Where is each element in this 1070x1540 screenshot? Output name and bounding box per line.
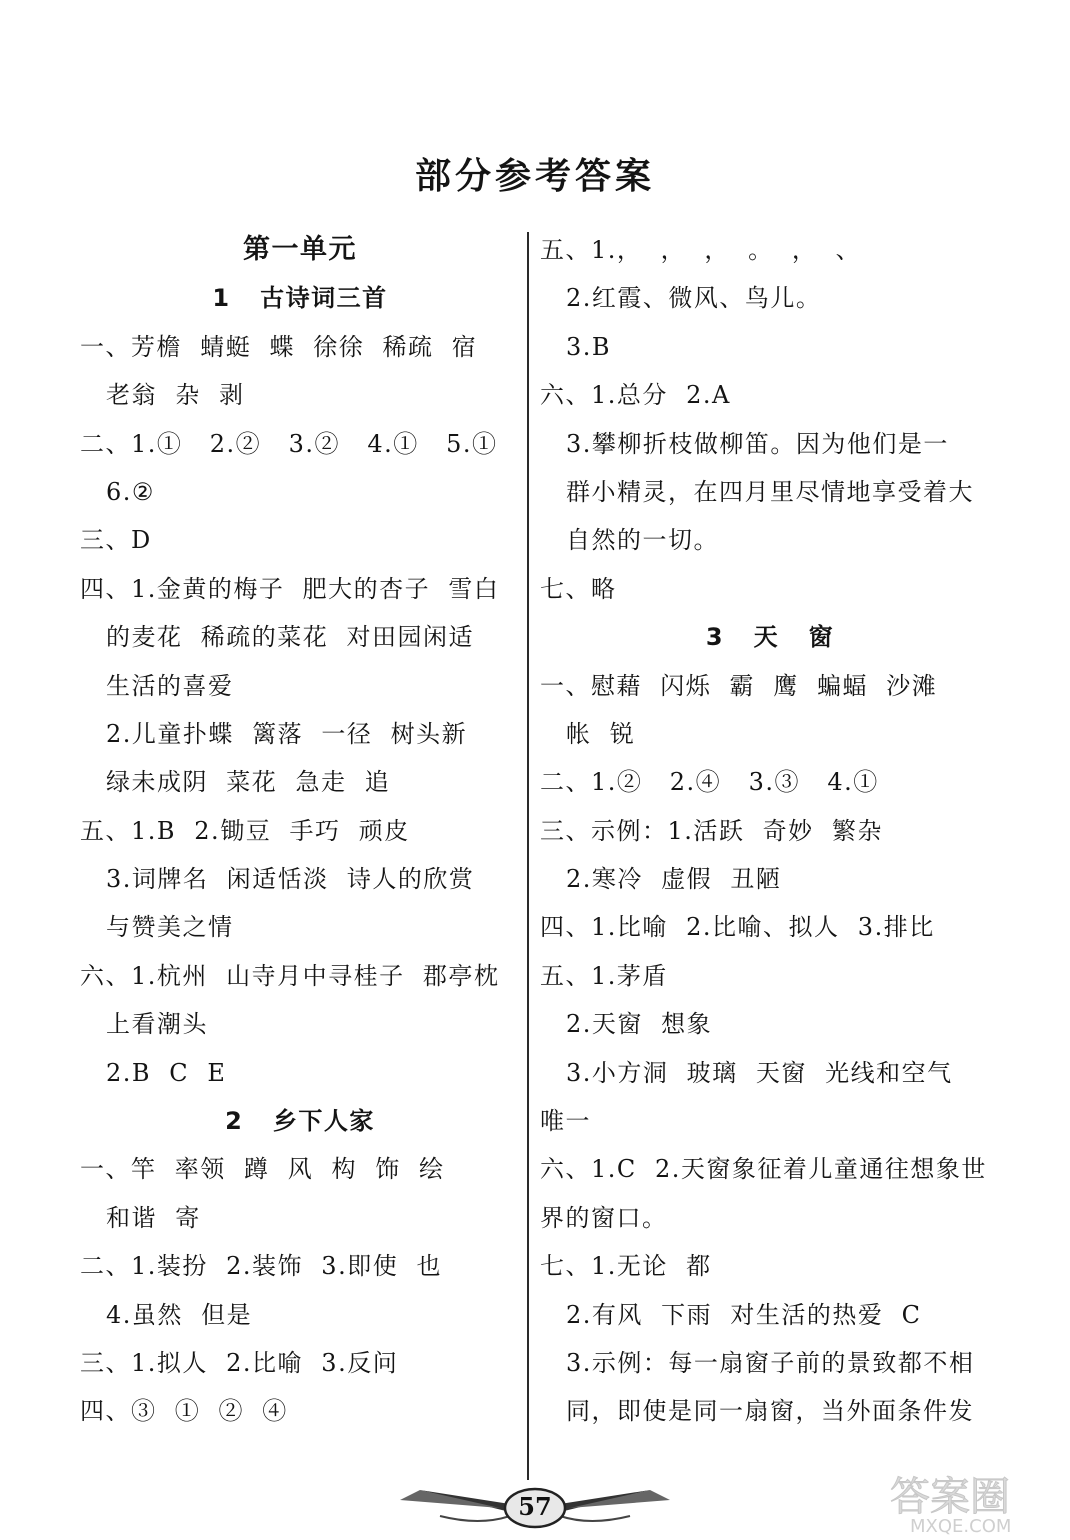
answer-line: 四、1.比喻 2.比喻、拟人 3.排比: [540, 913, 935, 942]
answer-line: 生活的喜爱: [106, 671, 234, 700]
answer-line: 六、1.杭州 山寺月中寻桂子 郡亭枕: [80, 961, 500, 990]
answer-line: 2.寒冷 虚假 丑陋: [566, 865, 782, 894]
answer-line: 与赞美之情: [106, 913, 234, 942]
right-column: [540, 226, 1000, 1436]
answer-line: 和谐 寄: [106, 1203, 201, 1232]
answer-line: 一、慰藉 闪烁 霸 鹰 蝙蝠 沙滩: [540, 671, 938, 700]
answer-line: 上看潮头: [106, 1010, 208, 1039]
answer-line: 三、示例：1.活跃 奇妙 繁杂: [540, 816, 883, 845]
answer-line: 绿未成阴 菜花 急走 追: [106, 768, 391, 797]
answer-line: 五、1.茅盾: [540, 961, 668, 990]
answer-line: 同，即使是同一扇窗，当外面条件发: [566, 1397, 974, 1426]
answer-line: 五、1.， ， ， 。 ， 、: [540, 236, 862, 264]
answer-line: 3.B: [566, 332, 612, 361]
answer-line: 四、③ ① ② ④: [80, 1397, 288, 1426]
answer-line: 三、1.拟人 2.比喻 3.反问: [80, 1348, 399, 1377]
answer-line: 六、1.总分 2.A: [540, 381, 731, 410]
page-number: 57: [518, 1492, 552, 1521]
answer-line: 2.有风 下雨 对生活的热爱 C: [566, 1300, 922, 1329]
answer-line: 七、1.无论 都: [540, 1252, 712, 1281]
answer-line: 自然的一切。: [566, 526, 719, 555]
svg-text:MXQE.COM: MXQE.COM: [910, 1516, 1012, 1536]
answer-line: 3.示例：每一扇窗子前的景致都不相: [566, 1348, 975, 1377]
answer-line: 一、芳檐 蜻蜓 蝶 徐徐 稀疏 宿: [80, 332, 478, 361]
answer-line: 的麦花 稀疏的菜花 对田园闲适: [106, 623, 475, 652]
answer-line: 七、略: [540, 574, 617, 603]
lesson-heading: 2 乡下人家: [225, 1107, 375, 1136]
answer-line: 2.儿童扑蝶 篱落 一径 树头新: [106, 719, 468, 748]
answer-line: 3.词牌名 闲适恬淡 诗人的欣赏: [106, 865, 475, 894]
answer-line: 6.②: [106, 477, 155, 506]
answer-line: 三、D: [80, 526, 152, 555]
answer-line: 二、1.① 2.② 3.② 4.① 5.①: [80, 429, 498, 458]
answer-line: 界的窗口。: [540, 1203, 668, 1232]
answer-line: 五、1.B 2.锄豆 手巧 顽皮: [80, 816, 410, 845]
answer-line: 老翁 杂 剥: [106, 381, 245, 410]
answer-line: 2.天窗 想象: [566, 1010, 713, 1039]
answer-line: 3.小方洞 玻璃 天窗 光线和空气: [566, 1058, 953, 1087]
column-divider: [527, 232, 529, 1480]
answer-line: 2.B C E: [106, 1058, 227, 1087]
answer-line: 一、竿 率领 蹲 风 构 饰 绘: [80, 1155, 445, 1184]
page-footer-ornament: [400, 1486, 670, 1532]
answer-line: 帐 锐: [566, 719, 636, 748]
watermark-logo: [880, 1470, 1070, 1536]
answer-line: 唯一: [540, 1107, 591, 1136]
answer-line: 群小精灵，在四月里尽情地享受着大: [566, 477, 974, 506]
answer-line: 2.红霞、微风、鸟儿。: [566, 284, 822, 313]
answer-line: 4.虽然 但是: [106, 1300, 253, 1329]
unit-heading: 第一单元: [243, 234, 357, 265]
lesson-heading: 1 古诗词三首: [212, 284, 388, 313]
answer-line: 四、1.金黄的梅子 肥大的杏子 雪白: [80, 574, 500, 603]
answer-line: 二、1.② 2.④ 3.③ 4.①: [540, 768, 879, 797]
page-title: 部分参考答案: [414, 156, 655, 197]
svg-text:答案圈: 答案圈: [890, 1474, 1010, 1520]
answer-line: 六、1.C 2.天窗象征着儿童通往想象世: [540, 1155, 987, 1184]
answer-line: 二、1.装扮 2.装饰 3.即使 也: [80, 1252, 442, 1281]
lesson-heading: 3 天 窗: [705, 623, 835, 652]
answer-line: 3.攀柳折枝做柳笛。因为他们是一: [566, 429, 949, 458]
left-column: [80, 226, 520, 1436]
